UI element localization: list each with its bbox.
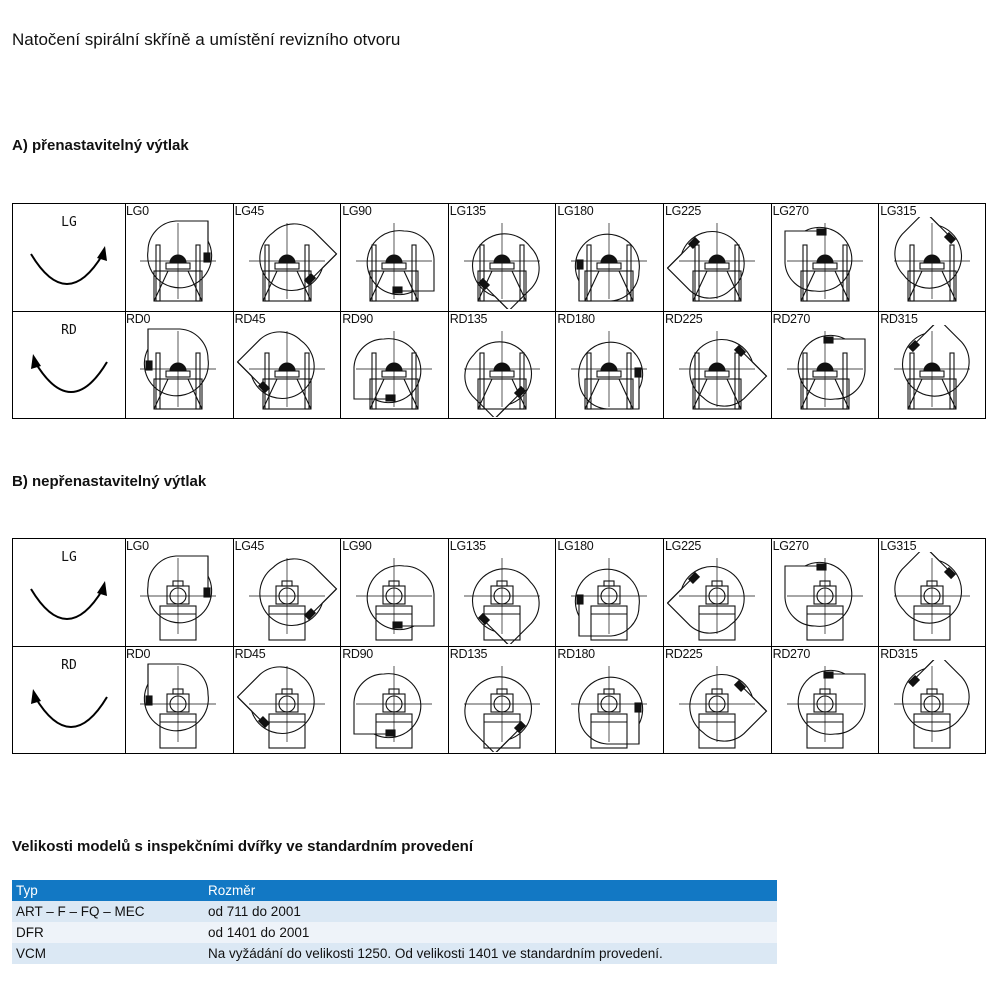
orientation-cell [448, 539, 557, 646]
orientation-cell [233, 312, 342, 419]
rd-direction-label: RD [61, 658, 77, 673]
type-cell: VCM [12, 943, 204, 964]
fan-housing-diagram [237, 660, 338, 752]
orientation-label: RD0 [126, 647, 151, 661]
fan-housing-diagram [559, 660, 660, 752]
orientation-cell [555, 312, 664, 419]
orientation-cell [663, 647, 772, 754]
orientation-label: LG315 [880, 204, 917, 218]
clockwise-arrow-icon [27, 579, 111, 631]
orientation-cell [340, 312, 449, 419]
orientation-label: LG90 [342, 204, 372, 218]
adjustable-discharge-grid [12, 203, 986, 419]
lg-direction-label: LG [61, 215, 77, 230]
orientation-cell [448, 647, 557, 754]
orientation-cell [448, 312, 557, 419]
fan-housing-diagram [559, 217, 660, 309]
fan-housing-diagram [237, 325, 338, 417]
orientation-label: RD180 [557, 647, 595, 661]
column-header-size: Rozměr [204, 880, 777, 901]
lg-direction-label: LG [61, 550, 77, 565]
orientation-label: RD45 [234, 647, 266, 661]
lg-row [13, 539, 985, 646]
fan-housing-diagram [775, 217, 876, 309]
size-cell: od 1401 do 2001 [204, 922, 777, 943]
fan-housing-diagram [882, 325, 983, 417]
section-a-heading: A) přenastavitelný výtlak [12, 137, 189, 154]
fan-housing-diagram [128, 325, 229, 417]
orientation-cell [340, 204, 449, 311]
fan-housing-diagram [452, 217, 553, 309]
orientation-cell [771, 204, 880, 311]
orientation-cell [878, 539, 987, 646]
fan-housing-diagram [452, 552, 553, 644]
orientation-cell [878, 204, 987, 311]
rd-direction-cell [13, 647, 126, 754]
fan-housing-diagram [237, 217, 338, 309]
fan-housing-diagram [452, 325, 553, 417]
fan-housing-diagram [128, 552, 229, 644]
fan-housing-diagram [344, 660, 445, 752]
orientation-label: LG135 [449, 539, 486, 553]
fan-housing-diagram [775, 325, 876, 417]
orientation-label: RD90 [342, 312, 373, 326]
orientation-cell [340, 647, 449, 754]
fan-housing-diagram [344, 217, 445, 309]
orientation-label: RD225 [665, 312, 703, 326]
orientation-cell [771, 539, 880, 646]
clockwise-arrow-icon [27, 244, 111, 296]
rd-row [13, 311, 985, 419]
fan-housing-diagram [667, 325, 768, 417]
size-cell: Na vyžádání do velikosti 1250. Od velikosti 1401 ve standardním provedení. [204, 943, 777, 964]
lg-direction-cell [13, 539, 126, 646]
fan-housing-diagram [452, 660, 553, 752]
fan-housing-diagram [128, 217, 229, 309]
page-title: Natočení spirální skříně a umístění revizního otvoru [12, 30, 401, 49]
orientation-cell [233, 204, 342, 311]
orientation-label: RD45 [234, 312, 266, 326]
fan-housing-diagram [559, 325, 660, 417]
orientation-cell [771, 312, 880, 419]
counterclockwise-arrow-icon [27, 687, 111, 739]
orientation-cell [878, 647, 987, 754]
fan-housing-diagram [344, 552, 445, 644]
fan-housing-diagram [667, 552, 768, 644]
orientation-label: LG270 [772, 204, 809, 218]
rd-direction-label: RD [61, 323, 77, 338]
orientation-label: RD0 [126, 312, 151, 326]
table-row [12, 901, 777, 922]
orientation-cell [125, 204, 233, 311]
orientation-label: RD180 [557, 312, 595, 326]
fan-housing-diagram [559, 552, 660, 644]
table-row [12, 943, 777, 964]
type-cell: ART – F – FQ – MEC [12, 901, 204, 922]
orientation-label: RD135 [449, 647, 488, 661]
orientation-cell [448, 204, 557, 311]
orientation-label: LG45 [234, 204, 264, 218]
orientation-cell [233, 539, 342, 646]
fan-housing-diagram [667, 217, 768, 309]
section-c-heading: Velikosti modelů s inspekčními dvířky ve standardním provedení [12, 838, 473, 855]
rd-direction-cell [13, 312, 126, 419]
orientation-label: LG225 [665, 204, 702, 218]
orientation-label: RD315 [880, 647, 918, 661]
fan-housing-diagram [882, 552, 983, 644]
table-row [12, 922, 777, 943]
orientation-label: RD225 [665, 647, 703, 661]
orientation-cell [233, 647, 342, 754]
fan-housing-diagram [667, 660, 768, 752]
orientation-cell [878, 312, 987, 419]
orientation-label: RD315 [880, 312, 918, 326]
fan-housing-diagram [775, 660, 876, 752]
orientation-label: RD270 [772, 312, 811, 326]
orientation-label: LG90 [342, 539, 372, 553]
orientation-label: LG45 [234, 539, 264, 553]
size-cell: od 711 do 2001 [204, 901, 777, 922]
fan-housing-diagram [775, 552, 876, 644]
orientation-cell [555, 204, 664, 311]
lg-direction-cell [13, 204, 126, 311]
orientation-cell [125, 647, 233, 754]
orientation-cell [555, 539, 664, 646]
column-header-type: Typ [12, 880, 204, 901]
counterclockwise-arrow-icon [27, 352, 111, 404]
fan-housing-diagram [882, 217, 983, 309]
lg-row [13, 204, 985, 311]
orientation-cell [771, 647, 880, 754]
orientation-cell [125, 539, 233, 646]
fan-housing-diagram [344, 325, 445, 417]
inspection-door-table [12, 880, 777, 964]
fan-housing-diagram [237, 552, 338, 644]
section-b-heading: B) nepřenastavitelný výtlak [12, 473, 207, 490]
rd-row [13, 646, 985, 754]
type-cell: DFR [12, 922, 204, 943]
fan-housing-diagram [882, 660, 983, 752]
fixed-discharge-grid [12, 538, 986, 754]
orientation-cell [555, 647, 664, 754]
orientation-label: LG0 [126, 204, 149, 218]
orientation-label: LG180 [557, 539, 594, 553]
orientation-cell [663, 312, 772, 419]
orientation-label: RD135 [449, 312, 488, 326]
orientation-label: RD90 [342, 647, 373, 661]
orientation-cell [663, 204, 772, 311]
fan-housing-diagram [128, 660, 229, 752]
orientation-cell [125, 312, 233, 419]
orientation-cell [340, 539, 449, 646]
orientation-label: LG180 [557, 204, 594, 218]
table-header-row [12, 880, 777, 901]
orientation-label: LG225 [665, 539, 702, 553]
orientation-cell [663, 539, 772, 646]
orientation-label: RD270 [772, 647, 811, 661]
orientation-label: LG135 [449, 204, 486, 218]
orientation-label: LG0 [126, 539, 149, 553]
orientation-label: LG270 [772, 539, 809, 553]
orientation-label: LG315 [880, 539, 917, 553]
